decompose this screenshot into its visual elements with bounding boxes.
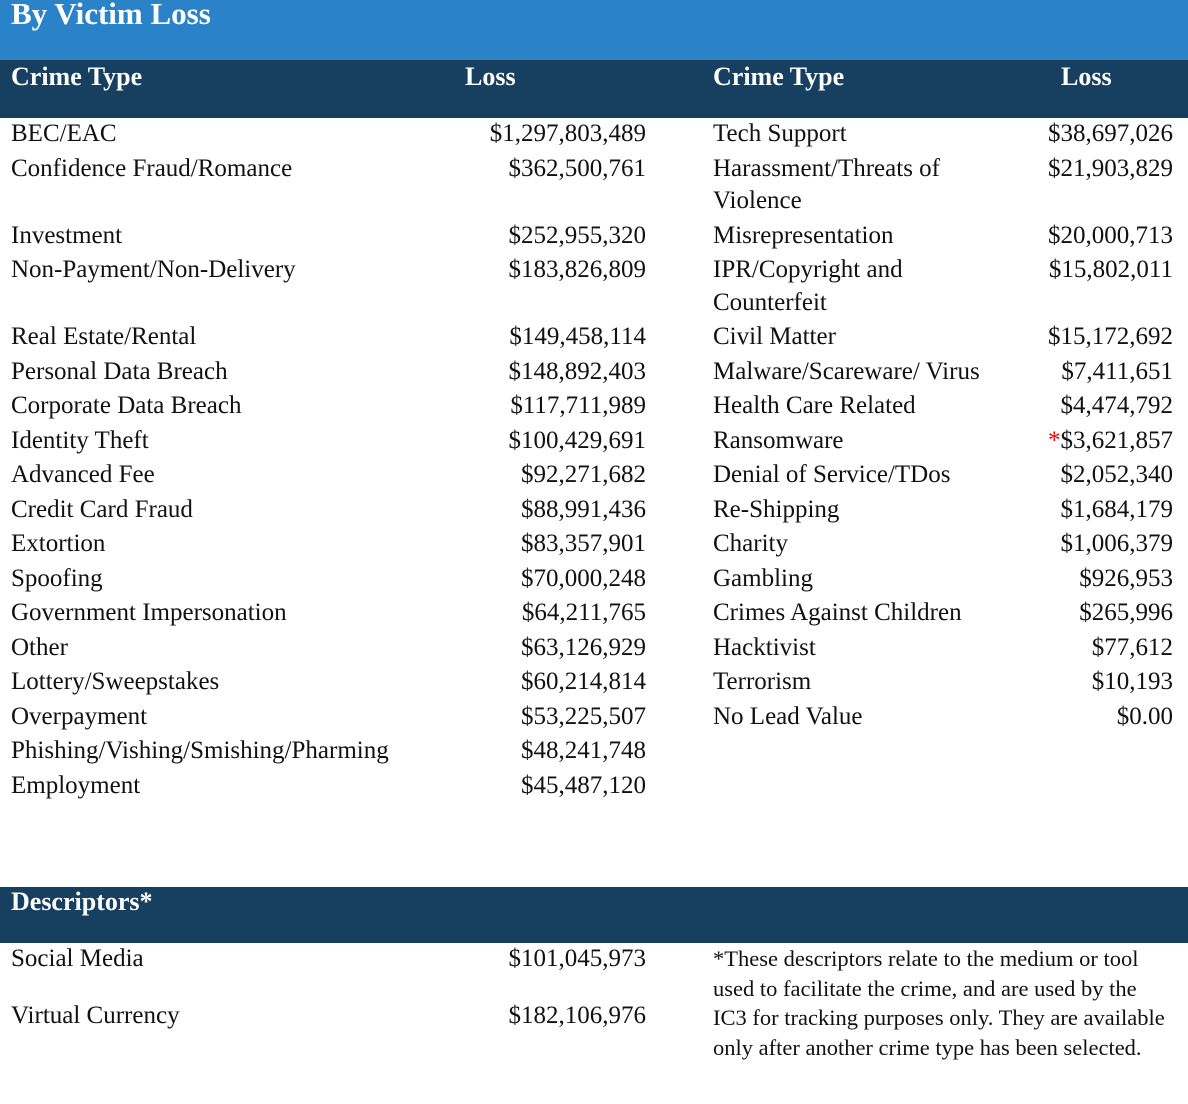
descriptors-title: Descriptors* (11, 887, 153, 916)
crime-type: Crimes Against Children (713, 599, 962, 626)
column-gap (646, 666, 713, 701)
column-gap (646, 632, 713, 667)
header-crime-type: Crime Type (11, 62, 143, 91)
loss-amount: $2,052,340 (1060, 461, 1173, 488)
crime-type: Health Care Related (713, 392, 916, 419)
crime-type: Extortion (11, 530, 106, 557)
crime-type: BEC/EAC (11, 120, 117, 147)
header-crime-type-2: Crime Type (713, 62, 845, 91)
crime-type: Personal Data Breach (11, 357, 228, 385)
crime-type: Gambling (713, 564, 813, 592)
column-gap (646, 153, 713, 220)
loss-value: $45,487,120 (521, 771, 646, 799)
empty-cell (713, 770, 1003, 805)
table-row (11, 494, 1173, 529)
table-row (11, 597, 1173, 632)
table-row (11, 321, 1173, 356)
loss-amount: $21,903,829 (1048, 154, 1173, 182)
table-row (11, 943, 646, 1000)
crime-type: Lottery/Sweepstakes (11, 668, 220, 695)
title-bar (0, 0, 1188, 60)
column-gap (646, 356, 713, 391)
loss-value: $83,357,901 (521, 530, 646, 557)
column-gap (646, 735, 713, 770)
loss-value (1003, 356, 1173, 391)
loss-value: $63,126,929 (521, 633, 646, 661)
table-row (11, 563, 1173, 598)
descriptor-type: Virtual Currency (11, 1002, 180, 1029)
table-row (11, 220, 1173, 255)
loss-value: $53,225,507 (521, 702, 646, 730)
column-gap (646, 425, 713, 460)
table-row (11, 153, 1173, 220)
loss-value (1003, 153, 1173, 220)
loss-value: $252,955,320 (508, 221, 646, 249)
loss-value (1003, 321, 1173, 356)
loss-value: $70,000,248 (521, 564, 646, 592)
crime-type: Phishing/Vishing/Smishing/Pharming (11, 737, 389, 764)
crime-type: Overpayment (11, 702, 148, 730)
crime-type: Re-Shipping (713, 495, 840, 523)
loss-value (1003, 254, 1173, 321)
descriptors-table (11, 943, 646, 1033)
column-gap (646, 701, 713, 736)
loss-table (11, 118, 1173, 804)
loss-value: $149,458,114 (509, 323, 646, 350)
header-loss: Loss (465, 62, 516, 91)
loss-amount: $926,953 (1079, 564, 1173, 592)
loss-amount: $38,697,026 (1048, 120, 1173, 147)
crime-type: Government Impersonation (11, 599, 287, 626)
loss-value: $362,500,761 (508, 154, 646, 182)
loss-amount: $10,193 (1091, 668, 1173, 695)
table-row (11, 254, 1173, 321)
column-gap (646, 118, 713, 153)
crime-type: Credit Card Fraud (11, 495, 193, 523)
loss-value (1003, 220, 1173, 255)
crime-type: Non-Payment/Non-Delivery (11, 256, 296, 283)
loss-value (1003, 118, 1173, 153)
crime-type: Real Estate/Rental (11, 323, 197, 350)
loss-amount: $7,411,651 (1061, 357, 1173, 385)
crime-type: Civil Matter (713, 323, 836, 350)
loss-value: $148,892,403 (508, 357, 646, 385)
crime-type: IPR/Copyright and Counterfeit (713, 256, 903, 316)
descriptors-note: *These descriptors relate to the medium or tool used to facilitate the crime, and are used by the IC3 for tracking purposes only. They are available only after another crime type has been selected. (713, 946, 1165, 1061)
loss-value (1003, 597, 1173, 632)
table-row (11, 356, 1173, 391)
crime-type: Tech Support (713, 120, 847, 147)
crime-type: Employment (11, 771, 141, 799)
column-gap (646, 770, 713, 805)
empty-cell (713, 735, 1003, 770)
loss-amount: $0.00 (1116, 702, 1173, 730)
loss-value: $100,429,691 (508, 426, 646, 454)
column-gap (646, 220, 713, 255)
table-row (11, 459, 1173, 494)
column-gap (646, 563, 713, 598)
loss-value: $48,241,748 (521, 737, 646, 764)
asterisk-marker: * (1048, 426, 1061, 454)
column-gap (646, 254, 713, 321)
loss-amount: $4,474,792 (1060, 392, 1173, 419)
loss-amount: $1,006,379 (1060, 530, 1173, 557)
loss-value: $117,711,989 (510, 392, 646, 419)
table-row (11, 118, 1173, 153)
header-loss-2: Loss (1061, 62, 1112, 91)
crime-type: Terrorism (713, 668, 812, 695)
page-title: By Victim Loss (11, 0, 211, 31)
loss-value (1003, 390, 1173, 425)
table-row (11, 666, 1173, 701)
column-gap (646, 494, 713, 529)
crime-type: Other (11, 633, 68, 661)
column-gap (646, 321, 713, 356)
crime-type: Advanced Fee (11, 461, 155, 488)
loss-value: $183,826,809 (508, 256, 646, 283)
descriptor-loss: $182,106,976 (508, 1002, 646, 1029)
loss-value: $88,991,436 (521, 495, 646, 523)
column-gap (646, 597, 713, 632)
column-gap (646, 390, 713, 425)
loss-value: $1,297,803,489 (489, 120, 646, 147)
loss-value (1003, 563, 1173, 598)
loss-value (1003, 632, 1173, 667)
crime-type: Charity (713, 530, 788, 557)
descriptor-loss: $101,045,973 (508, 945, 646, 972)
loss-amount: $20,000,713 (1048, 221, 1173, 249)
table-row (11, 770, 1173, 805)
descriptor-type: Social Media (11, 945, 144, 972)
crime-type: Investment (11, 221, 123, 249)
column-gap (646, 528, 713, 563)
loss-value (1003, 459, 1173, 494)
empty-cell (1003, 770, 1173, 805)
loss-value (1003, 666, 1173, 701)
table-header (0, 60, 1188, 118)
table-row (11, 701, 1173, 736)
table-row (11, 1000, 646, 1033)
loss-value: $92,271,682 (521, 461, 646, 488)
crime-type: Corporate Data Breach (11, 392, 242, 419)
crime-type: Harassment/Threats of Violence (713, 154, 941, 214)
crime-type: Malware/Scareware/ Virus (713, 357, 980, 385)
loss-amount: $15,172,692 (1048, 323, 1173, 350)
column-gap (646, 459, 713, 494)
loss-amount: $15,802,011 (1048, 256, 1173, 283)
table-row (11, 632, 1173, 667)
loss-amount: $1,684,179 (1060, 495, 1173, 523)
crime-type: Spoofing (11, 564, 103, 592)
crime-type: Confidence Fraud/Romance (11, 154, 293, 182)
loss-value: $64,211,765 (521, 599, 646, 626)
table-row (11, 425, 1173, 460)
crime-type: Hacktivist (713, 633, 816, 661)
loss-amount: $265,996 (1079, 599, 1173, 626)
loss-value (1003, 494, 1173, 529)
loss-amount: $3,621,857 (1060, 426, 1173, 454)
descriptors-header (0, 887, 1188, 943)
table-row (11, 390, 1173, 425)
loss-value (1003, 701, 1173, 736)
loss-value (1003, 528, 1173, 563)
crime-type: Ransomware (713, 426, 844, 454)
loss-value: $60,214,814 (521, 668, 646, 695)
table-row (11, 735, 1173, 770)
loss-amount: $77,612 (1091, 633, 1173, 661)
loss-value (1003, 425, 1173, 460)
crime-type: Denial of Service/TDos (713, 461, 951, 488)
crime-type: Identity Theft (11, 426, 149, 454)
crime-type: No Lead Value (713, 702, 863, 730)
crime-type: Misrepresentation (713, 221, 894, 249)
empty-cell (1003, 735, 1173, 770)
table-row (11, 528, 1173, 563)
